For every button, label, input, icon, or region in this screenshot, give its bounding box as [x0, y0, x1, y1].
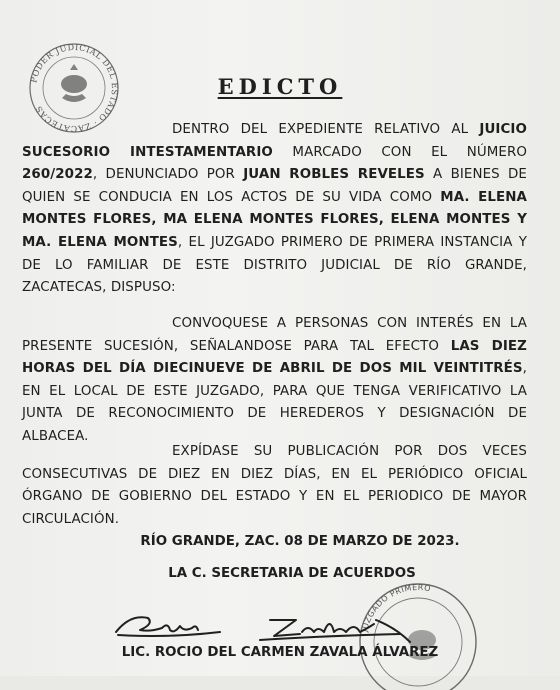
- paragraph-summons: CONVOQUESE A PERSONAS CON INTERÉS EN LA PRESENTE SUCESIÓN, SEÑALANDOSE PARA TAL EFECTO LAS DIEZ HORAS DEL DÍA DIECINUEVE DE ABRIL DE DOS MIL VEINTITRÉS, EN EL LOCAL DE ESTE JUZGADO, PARA QUE TENGA VERIFICATIVO LA JUNTA DE RECONOCIMIENTO DE HEREDEROS Y DESIGNACIÓN DE ALBACEA.: [22, 316, 527, 444]
- signer-name: LIC. ROCIO DEL CARMEN ZAVALA ÁLVAREZ: [121, 645, 439, 660]
- place-date: RÍO GRANDE, ZAC. 08 DE MARZO DE 2023.: [140, 534, 460, 549]
- paragraph-publication: EXPÍDASE SU PUBLICACIÓN POR DOS VECES CONSECUTIVAS DE DIEZ EN DIEZ DÍAS, EN EL PERIÓDICO OFICIAL ÓRGANO DE GOBIERNO DEL ESTADO Y EN EL PERIODICO DE MAYOR CIRCULACIÓN.: [22, 444, 527, 527]
- paragraph-case-details: DENTRO DEL EXPEDIENTE RELATIVO AL JUICIO SUCESORIO INTESTAMENTARIO MARCADO CON EL NÚMERO 260/2022, DENUNCIADO POR JUAN ROBLES REVELES A BIENES DE QUIEN SE CONDUCIA EN LOS ACTOS DE SU VIDA COMO MA. ELENA MONTES FLORES, MA ELENA MONTES FLORES, ELENA MONTES Y MA. ELENA MONTES, EL JUZGADO PRIMERO DE PRIMERA INSTANCIA Y DE LO FAMILIAR DE ESTE DISTRITO JUDICIAL DE RÍO GRANDE, ZACATECAS, DISPUSO:: [22, 122, 528, 296]
- document-title: EDICTO: [217, 74, 343, 99]
- secretary-title: LA C. SECRETARIA DE ACUERDOS: [168, 566, 416, 581]
- svg-text:JUZGADO PRIMERO: JUZGADO PRIMERO: [360, 582, 432, 633]
- svg-text:PODER JUDICIAL DEL ESTADO · ZA: PODER JUDICIAL DEL ESTADO · ZACATECAS: [28, 41, 121, 135]
